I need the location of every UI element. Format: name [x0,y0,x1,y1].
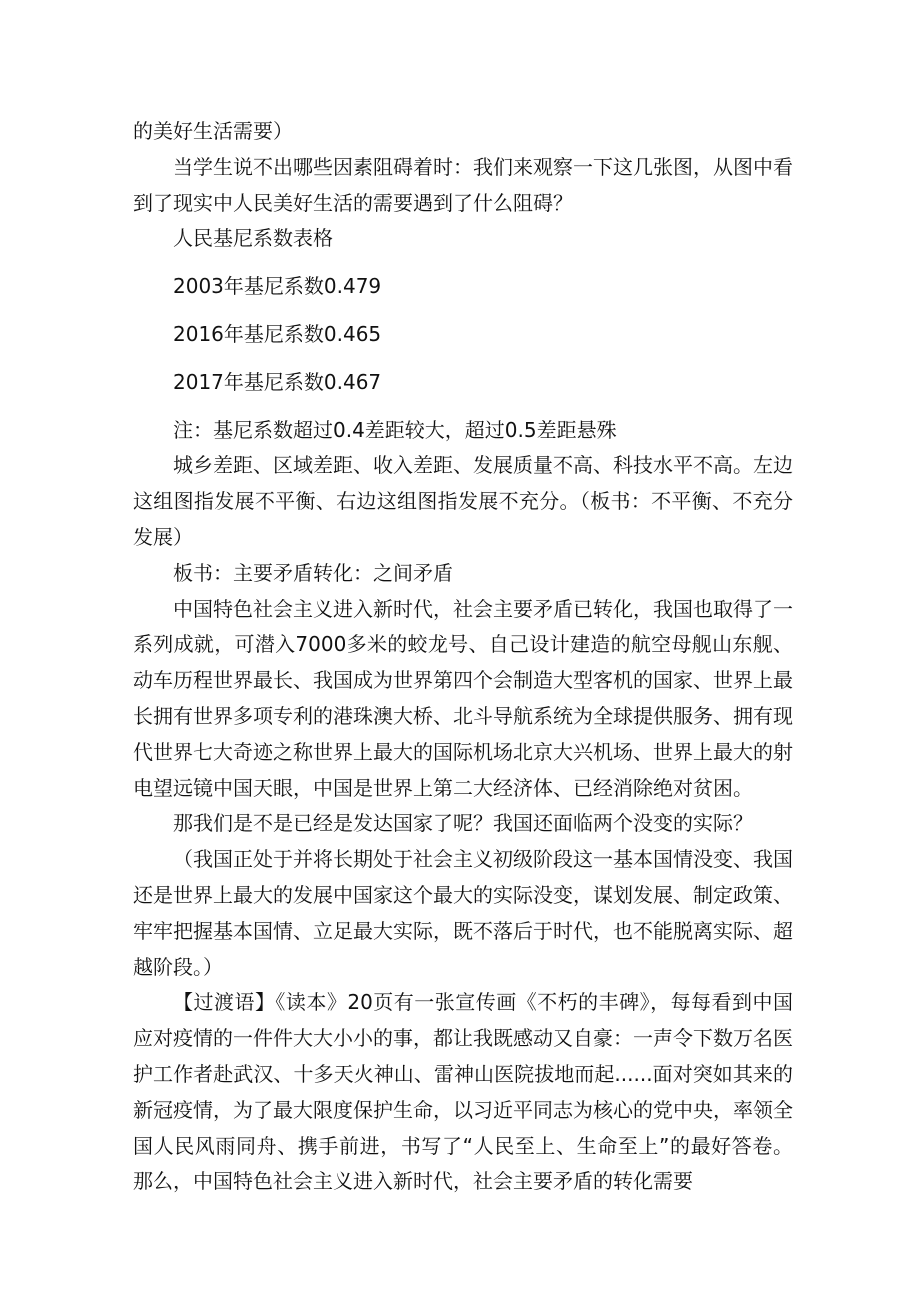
paragraph-board-note: 板书：主要矛盾转化：之间矛盾 [173,560,453,585]
document-body [133,114,793,1200]
paragraph-student-question: 当学生说不出哪些因素阻碍着时：我们来观察一下这几张图，从图中看到了现实中人民美好生活的需要遇到了什么阻碍？ [133,154,793,215]
paragraph-gaps: 城乡差距、区域差距、收入差距、发展质量不高、科技水平不高。左边这组图指发展不平衡、右边这组图指发展不充分。（板书：不平衡、不充分发展） [133,453,793,549]
paragraph-basic-conditions: （我国正处于并将长期处于社会主义初级阶段这一基本国情没变、我国还是世界上最大的发展中国家这个最大的实际没变，谋划发展、制定政策、牢牢把握基本国情、立足最大实际，既不落后于时代，也不能脱离实际、超越阶段。） [133,847,793,979]
paragraph-transition: 【过渡语】《读本》20页有一张宣传画《不朽的丰碑》，每每看到中国应对疫情的一件件大大小小的事，都让我既感动又自豪：一声令下数万名医护工作者赴武汉、十多天火神山、雷神山医院拔地而起......面对突如其来的新冠疫情，为了最大限度保护生命，以习近平同志为核心的党中央，率领全国人民风雨同舟、携手前进，书写了“人民至上、生命至上”的最好答卷。那么，中国特色社会主义进入新时代，社会主要矛盾的转化需要 [133,990,793,1194]
paragraph-gini-table-title: 人民基尼系数表格 [173,226,333,251]
paragraph-developed-question: 那我们是不是已经是发达国家了呢？我国还面临两个没变的实际？ [173,811,753,836]
paragraph-gini-2016: 2016年基尼系数0.465 [173,321,382,346]
paragraph-continuation: 的美好生活需要） [133,119,293,143]
paragraph-achievements: 中国特色社会主义进入新时代，社会主要矛盾已转化，我国也取得了一系列成就，可潜入7000多米的蛟龙号、自己设计建造的航空母舰山东舰、动车历程世界最长、我国成为世界第四个会制造大型客机的国家、世界上最长拥有世界多项专利的港珠澳大桥、北斗导航系统为全球提供服务、拥有现代世界七大奇迹之称世界上最大的国际机场北京大兴机场、世界上最大的射电望远镜中国天眼，中国是世界上第二大经济体、已经消除绝对贫困。 [133,596,793,800]
paragraph-gini-2017: 2017年基尼系数0.467 [173,369,382,394]
paragraph-gini-2003: 2003年基尼系数0.479 [173,274,382,299]
paragraph-gini-note: 注：基尼系数超过0.4差距较大，超过0.5差距悬殊 [173,417,617,442]
